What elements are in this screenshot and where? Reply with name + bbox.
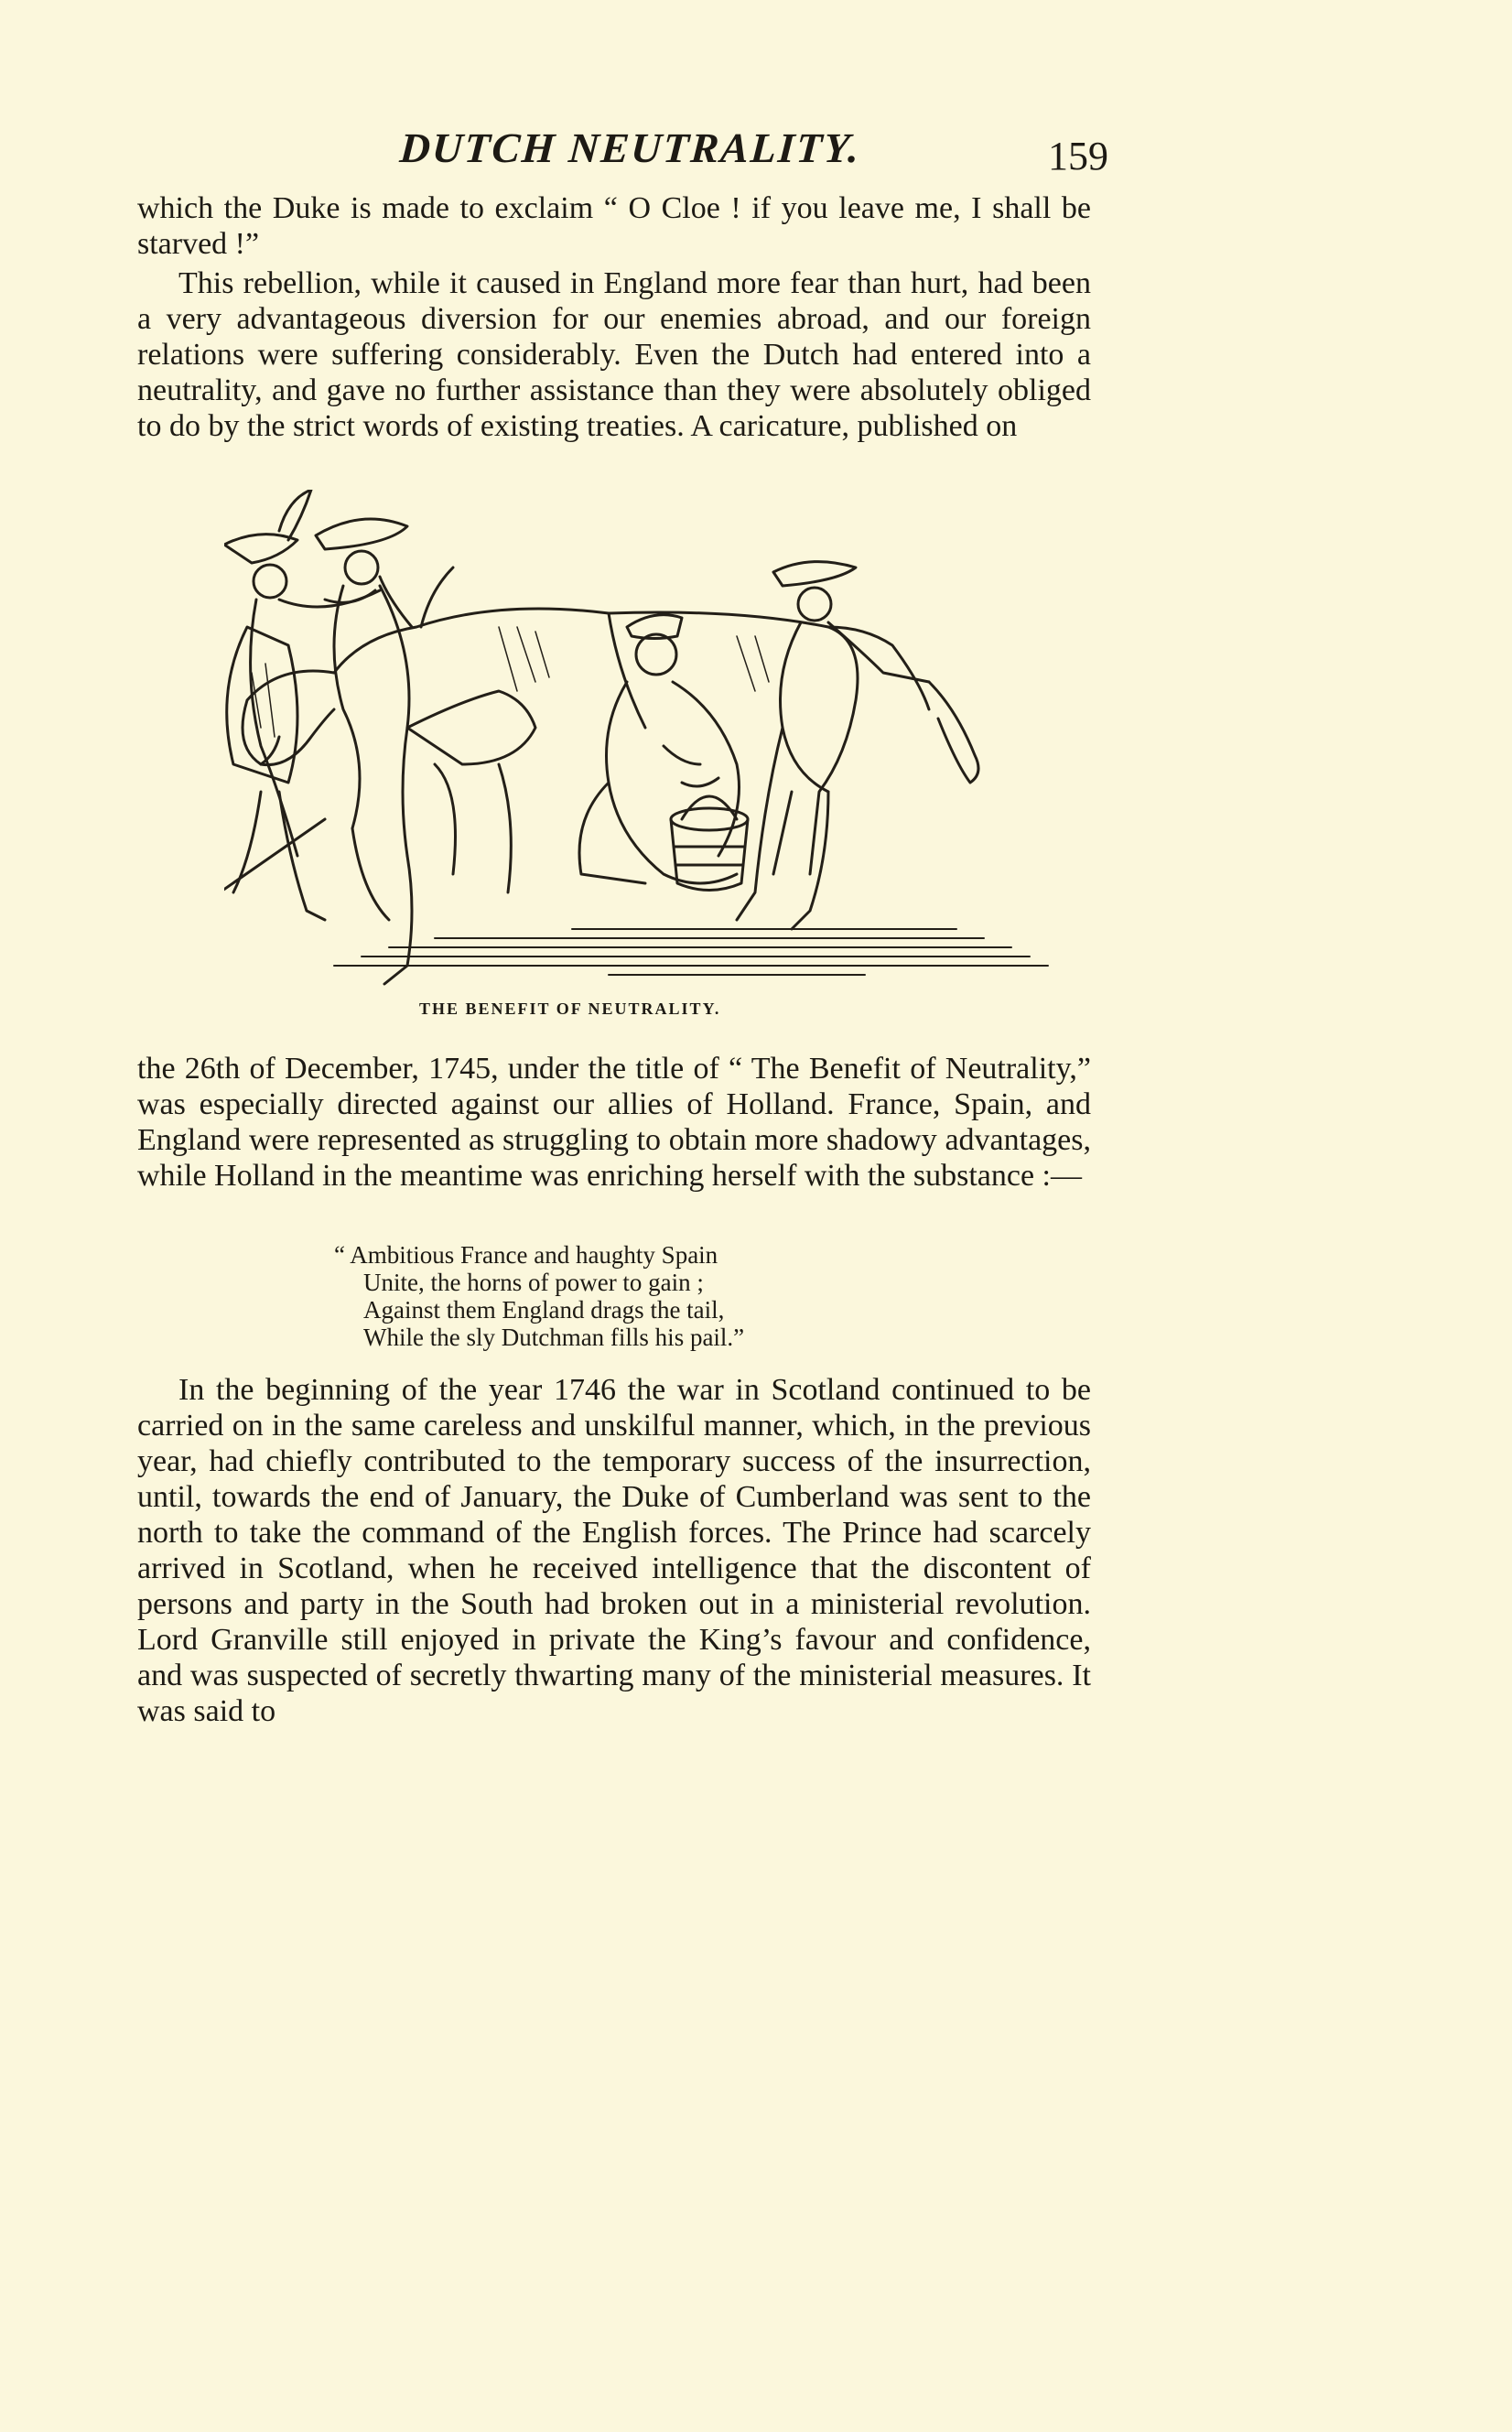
caricature-illustration: [224, 490, 1075, 995]
verse-line: “ Ambitious France and haughty Spain: [334, 1241, 718, 1269]
paragraph-4: In the beginning of the year 1746 the war in Scotland continued to be carried on in the same careless and unskilful manner, which, in the previous year, had chiefly contributed to the temporary success of the insurrection, until, towards the end of January, the Duke of Cumberland was sent to the north to take the command of the English forces. The Prince had scarcely arrived in Scotland, when he received intelligence that the discontent of persons and party in the South had broken out in a ministerial revolution. Lord Granville still enjoyed in private the King’s favour and confidence, and was suspected of secretly thwarting many of the ministerial measures. It was said to: [137, 1373, 1091, 1728]
milkmaid-figure: [579, 615, 740, 883]
running-head: DUTCH NEUTRALITY.: [398, 124, 863, 171]
shading-strokes: [252, 627, 769, 737]
verse-line: While the sly Dutchman fills his pail.”: [363, 1324, 745, 1351]
verse-line: Unite, the horns of power to gain ;: [363, 1269, 704, 1296]
ground-hatching: [334, 929, 1048, 975]
verse-line: Against them England drags the tail,: [363, 1296, 725, 1324]
page-number: 159: [1048, 134, 1108, 178]
pail: [671, 796, 748, 891]
verse-quotation: [334, 1241, 744, 1351]
paragraph-1: which the Duke is made to exclaim “ O Cloe ! if you leave me, I shall be starved !”: [137, 191, 1091, 261]
paragraph-3: the 26th of December, 1745, under the title of “ The Benefit of Neutrality,” was especially directed against our allies of Holland. France, Spain, and England were represented as struggling to obtain more shadowy advantages, while Holland in the meantime was enriching herself with the substance :—: [137, 1052, 1091, 1193]
figure-with-tricorne: [316, 519, 535, 984]
paragraph-2: This rebellion, while it caused in England more fear than hurt, had been a very advantageous diversion for our enemies abroad, and our foreign relations were suffering considerably. Even the Dutch had entered into a neutrality, and gave no further assistance than they were absolutely obliged to do by the strict words of existing treaties. A caricature, published on: [137, 266, 1091, 443]
figure-caption: THE BENEFIT OF NEUTRALITY.: [419, 1000, 721, 1018]
